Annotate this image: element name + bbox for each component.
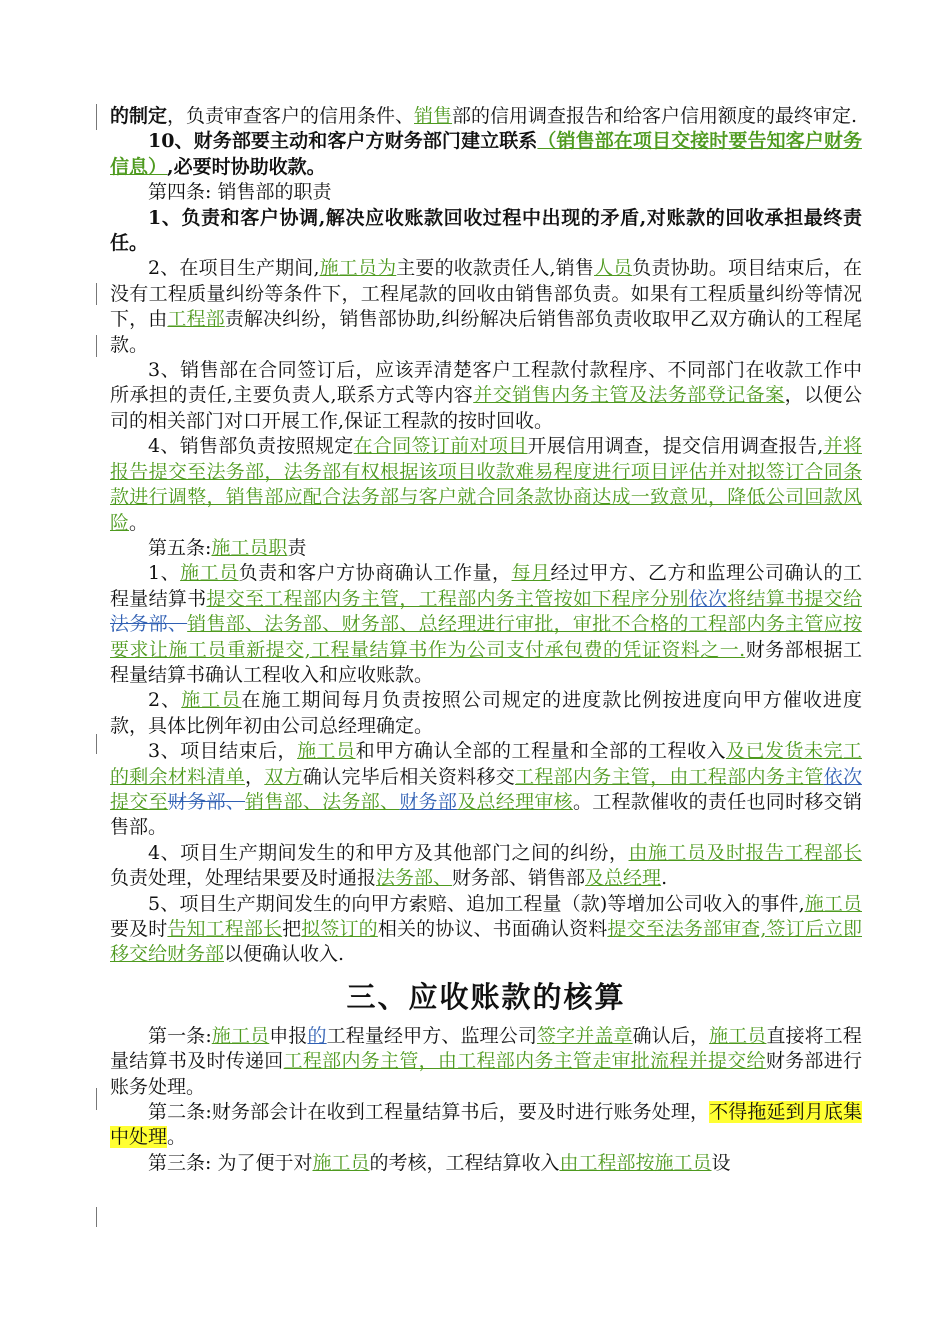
tracked-insertion: 双方 (264, 765, 303, 788)
tracked-insertion: 工程部内务主管，由工程部内务主管 (515, 765, 824, 788)
tracked-deletion: 财务部、 (167, 790, 246, 813)
paragraph (110, 1024, 862, 1100)
text-run: 4、项目生产期间发生的和甲方及其他部门之间的纠纷， (148, 841, 629, 864)
tracked-insertion: 销售部、法务部、财务部、总经理进行审批，审批不合格的工程部内务主管应按要求让施工员重新提交,工程量结算书作为公司支付承包费的凭证资料之一. (110, 613, 862, 661)
text-run: 主要的收款责任人,销售 (396, 257, 594, 280)
paragraph (110, 434, 862, 536)
paragraph (110, 892, 862, 968)
paragraph (110, 1100, 862, 1151)
paragraph (110, 129, 862, 180)
tracked-insertion: 告知工程部长 (167, 918, 283, 940)
text-run: 经过甲方、乙方和监理公司确认的工程量结算书 (110, 562, 862, 610)
tracked-insertion: 将结算书提交给 (727, 587, 862, 610)
tracked-insertion: 由施工员及时报告工程部长 (628, 841, 862, 864)
tracked-insertion: 拟签订的 (301, 918, 378, 940)
tracked-insertion: 销售部、法务部、 (245, 790, 400, 813)
tracked-insertion: 销售 (414, 105, 453, 127)
tracked-insertion: 施工员 (211, 1024, 270, 1047)
text-run: 工程量经甲方、监理公司 (326, 1024, 537, 1047)
tracked-insertion: 及总经理审核 (457, 790, 573, 813)
text-run: 的制定 (110, 105, 168, 127)
tracked-insertion: 法务部、 (376, 867, 453, 890)
tracked-deletion: 法务部、 (110, 613, 188, 636)
tracked-insertion: 施工员 (709, 1024, 767, 1047)
text-run: 部的信用调查报告和给客户信用额度的最终审定. (452, 105, 858, 127)
paragraph (110, 561, 862, 688)
text-run: 3、销售部在合同签订后，应该弄清楚客户工程款付款程序、不同部门在收款工作中所承担的责任,主要负责人,联系方式等内容 (110, 359, 862, 407)
text-run: 要及时 (110, 918, 168, 940)
text-run: 申报 (269, 1024, 308, 1047)
section-heading: 第四条: 销售部的职责 (148, 181, 332, 204)
text-run: 1、 (148, 562, 181, 585)
section-heading (110, 536, 862, 561)
text-run: 。工程款催收的责任也同时移交销售部。 (110, 790, 862, 839)
text-run: 第三条: 为了便于对 (148, 1151, 313, 1174)
text-run: 把 (282, 918, 302, 940)
text-run: 财务部进行账务处理。 (110, 1050, 862, 1098)
text-run: 。 (129, 511, 149, 534)
revision-bar (96, 335, 97, 357)
text-run: 3、项目结束后， (148, 740, 298, 763)
tracked-insertion: 施工员职 (211, 536, 288, 559)
tracked-insertion: 施工员 (180, 562, 239, 585)
paragraph (110, 688, 862, 739)
text-run: 和甲方确认全部的工程量和全部的工程收入 (355, 740, 726, 763)
tracked-insertion: 工程部内务主管，由工程部内务主管走审批流程并提交给 (283, 1050, 766, 1073)
tracked-insertion: 签字并盖章 (536, 1024, 633, 1047)
text-run: 财务部根据工程量结算书确认工程收入和应收账款。 (110, 638, 862, 686)
revision-bar (96, 104, 97, 130)
revision-bar (96, 1088, 97, 1110)
paragraph (110, 358, 862, 434)
paragraph (110, 739, 862, 841)
tracked-insertion: 提交至 (110, 790, 168, 813)
tracked-insertion: 工程部 (167, 308, 225, 331)
text-run: 设 (711, 1151, 731, 1174)
text-run: 在施工期间每月负责按照公司规定的进度款比例按进度向甲方催收进度款，具体比例年初由公司总经理确定。 (110, 689, 862, 737)
body-column (110, 104, 862, 1176)
tracked-insertion: 施工员 (804, 892, 862, 915)
tracked-insertion: 施工员为 (319, 257, 397, 280)
text-run: 以便确认收入. (224, 943, 345, 966)
tracked-insertion: 施工员 (312, 1151, 370, 1174)
paragraph (110, 1151, 862, 1176)
paragraph: 1、负责和客户协调,解决应收账款回收过程中出现的矛盾,对账款的回收承担最终责任。 (110, 206, 862, 255)
text-run: 第五条: (148, 536, 212, 559)
text-run: 财务部、销售部 (452, 867, 586, 890)
revision-bar (96, 1207, 97, 1227)
paragraph (110, 256, 862, 358)
highlighted-text: 不得拖延到月底集中处理 (110, 1101, 862, 1149)
tracked-insertion: 并将报告提交至法务部，法务部有权根据该项目收款难易程度进行项目评估并对拟签订合同条款进行调整，销售部应配合法务部与客户就合同条款协商达成一致意见，降低公司回款风险 (110, 435, 862, 534)
text-run: 确认完毕后相关资料移交 (302, 765, 516, 788)
tracked-insertion: 及已发货未完工的剩余材料清单 (110, 740, 862, 788)
tracked-insertion: 施工员 (181, 689, 242, 712)
tracked-insertion: 施工员 (297, 740, 356, 763)
text-run: 。 (167, 1126, 187, 1149)
text-run: 开展信用调查，提交信用调查报告, (527, 435, 824, 458)
paragraph (110, 841, 862, 892)
text-run: ，负责审查客户的信用条件、 (167, 105, 415, 127)
text-run: 5、项目生产期间发生的向甲方索赔、追加工程量（款)等增加公司收入的事件, (148, 892, 805, 915)
text-run: 2、在项目生产期间, (148, 257, 320, 280)
tracked-insertion: 并交销售内务主管及法务部登记备案 (473, 384, 785, 407)
paragraph (110, 104, 862, 129)
tracked-insertion: 及总经理 (585, 867, 662, 890)
tracked-insertion: 每月 (511, 562, 551, 585)
text-run: 直接将工程量结算书及时传递回 (110, 1024, 862, 1073)
revision-bar (96, 734, 97, 754)
tracked-insertion: 由工程部按施工员 (559, 1151, 712, 1174)
tracked-insertion-blue: 依次 (688, 587, 728, 610)
text-run: 负责协助。项目结束后，在没有工程质量纠纷等条件下，工程尾款的回收由销售部负责。如果有工程质量纠纷等情况下，由 (110, 257, 862, 331)
text-run: ， (245, 765, 265, 788)
tracked-insertion: 提交至工程部内务主管，工程部内务主管按如下程序分别 (206, 587, 689, 610)
text-run: 第二条:财务部会计在收到工程量结算书后，要及时进行账务处理， (148, 1101, 710, 1124)
text-run: 负责处理，处理结果要及时通报 (110, 867, 377, 890)
text-run: 4、销售部负责按照规定 (148, 435, 354, 458)
text-run: 相关的协议、书面确认资料 (377, 918, 608, 940)
text-run: 2、 (148, 689, 182, 712)
text-run: 责 (287, 536, 307, 559)
text-run: ,必要时协助收款。 (167, 155, 326, 178)
tracked-insertion-blue: 的 (307, 1024, 327, 1047)
tracked-insertion-blue: 财务部 (399, 790, 458, 813)
tracked-insertion: 在合同签订前对项目 (353, 435, 528, 458)
tracked-insertion: （销售部在项目交接时要告知客户财务信息） (110, 130, 862, 178)
chapter-heading: 三、应收账款的核算 (346, 979, 626, 1014)
text-run: ，以便公司的相关部门对口开展工作,保证工程款的按时回收。 (110, 384, 862, 432)
tracked-insertion: 提交至法务部审查,签订后立即移交给财务部 (110, 918, 862, 966)
text-run: 的考核，工程结算收入 (369, 1151, 560, 1174)
tracked-insertion-blue: 依次 (823, 765, 862, 788)
text-run: 第一条: (148, 1024, 212, 1047)
text-run: 负责和客户方协商确认工作量， (238, 562, 512, 585)
revision-bar (96, 283, 97, 305)
tracked-insertion: 人员 (593, 257, 633, 280)
text-run: 10、财务部要主动和客户方财务部门建立联系 (148, 130, 538, 153)
text-run: 确认后， (632, 1024, 710, 1047)
text-run: 责解决纠纷，销售部协助,纠纷解决后销售部负责收取甲乙双方确认的工程尾款。 (110, 308, 862, 356)
text-run: . (661, 867, 668, 890)
